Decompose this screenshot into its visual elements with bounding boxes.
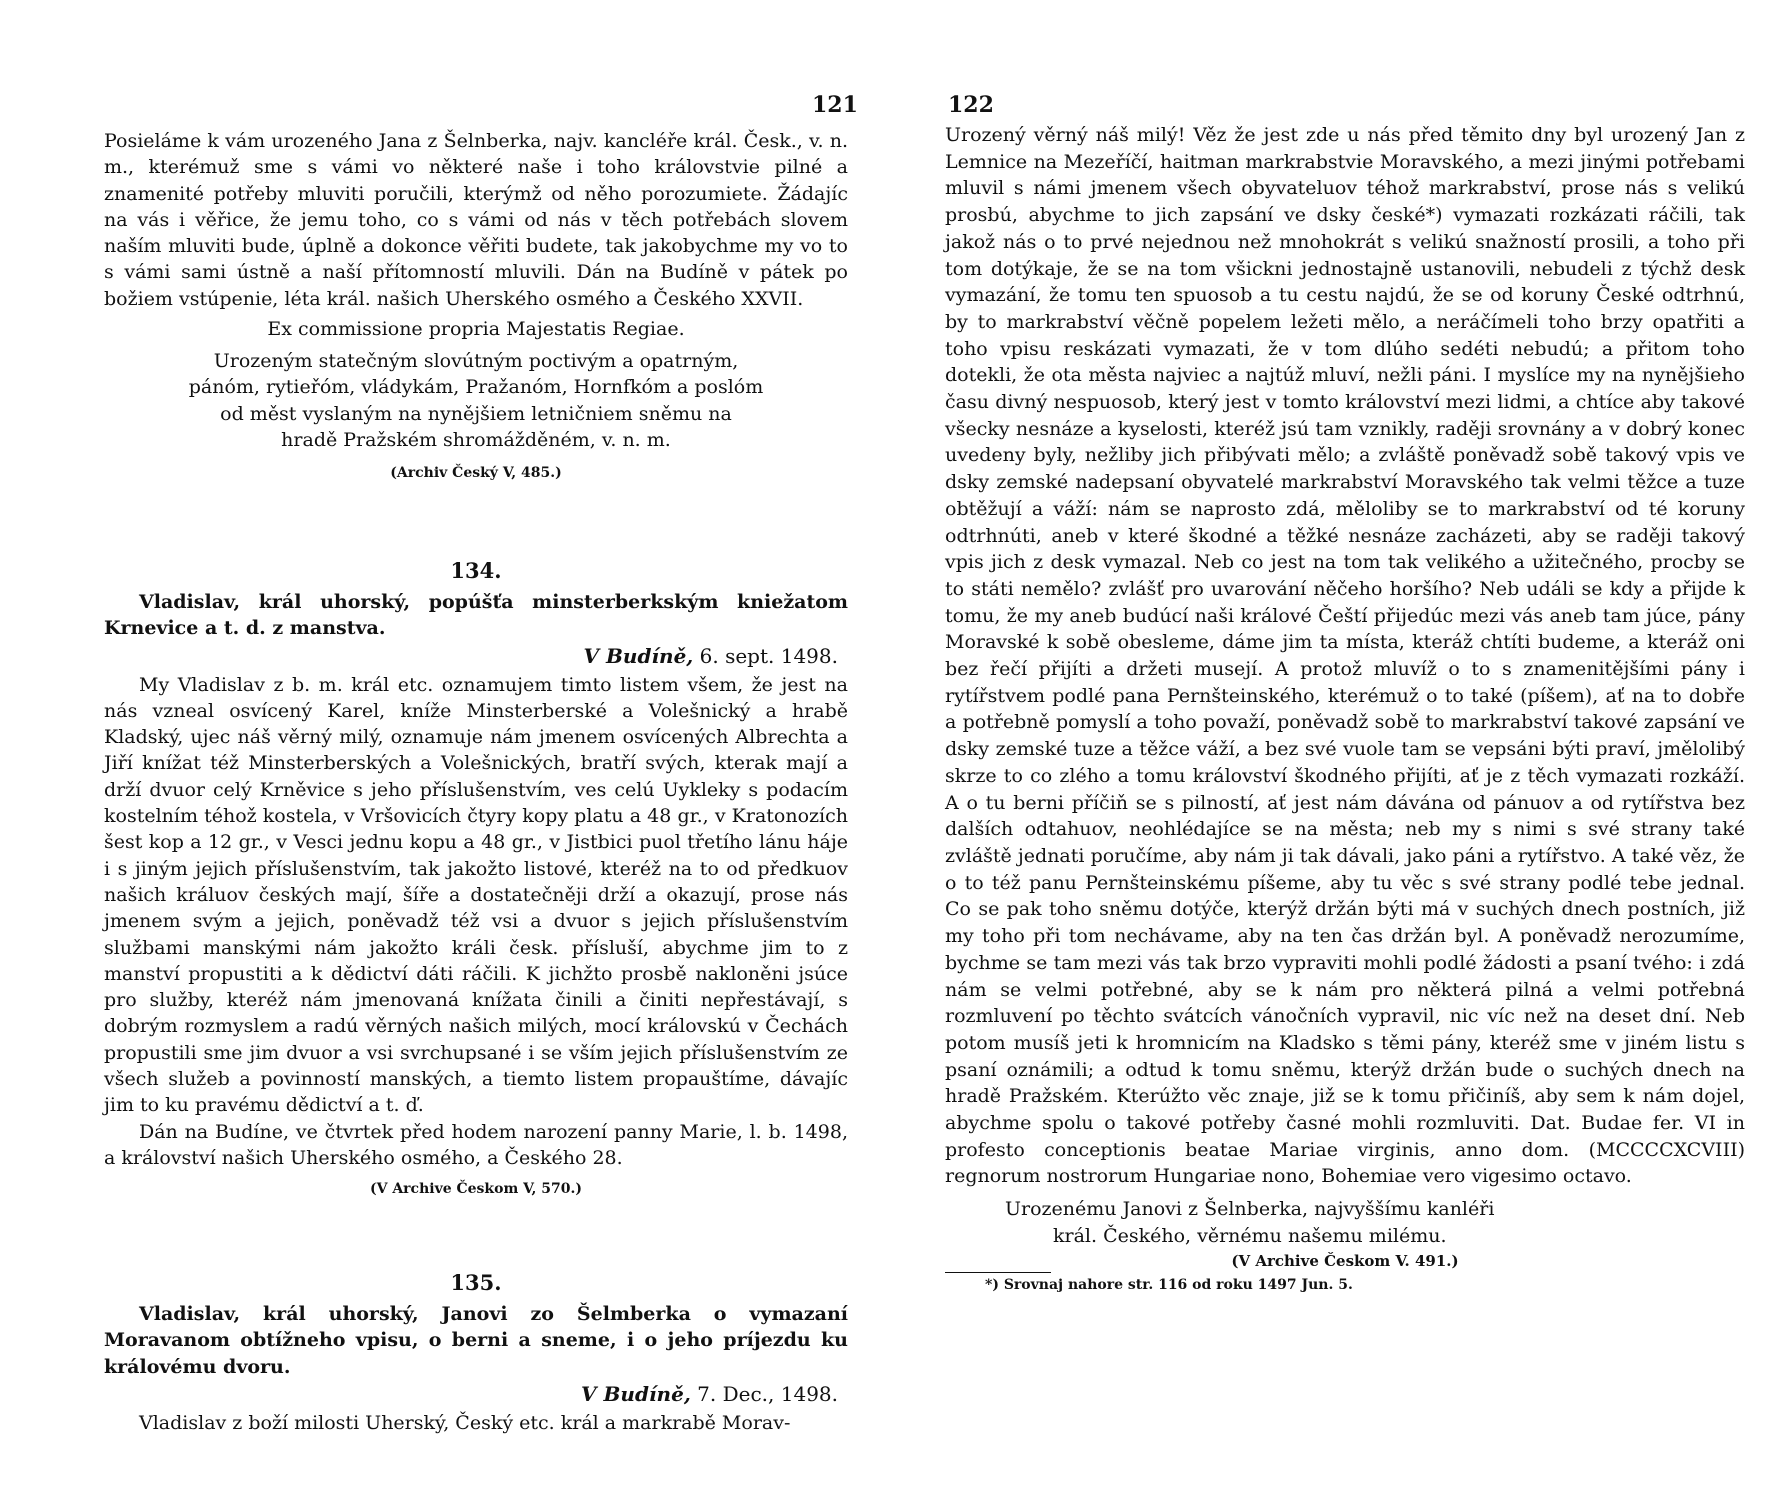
document-133-text: Posieláme k vám urozeného Jana z Šelnberka, najv. kancléře král. Česk., v. n. m., kterémuž sme s vámi vo některé naše i toho královstvie pilné a znamenité potřeby mluviti poručili, kterýmž od něho porozumiete. Žádajíc na vás i věřice, že jemu toho, co s vámi od nás v těch potřebách slovem naším mluviti bude, úplně a dokonce věřiti budete, tak jakobychme my vo to s vámi sami ústně a naší přítomností mluvili. Dán na Budíně v pátek po božiem vstúpenie, léta král. našich Uherského osmého a Českého XXVII. — [104, 130, 848, 310]
place-date-line — [104, 1382, 838, 1406]
address-line: pánóm, rytieřóm, vládykám, Pražanóm, Hornfkóm a poslóm — [188, 376, 764, 399]
right-page — [893, 0, 1786, 1500]
source-citation: (V Archive Českom V. 491.) — [1231, 1251, 1459, 1270]
document-regest: Vladislav, král uhorský, popúšťa minsterberkským kniežatom Krnevice a t. d. z manstva. — [104, 591, 848, 640]
footnote: *) Srovnaj nahore str. 116 od roku 1497 Jun. 5. — [985, 1276, 1353, 1293]
address-line: Urozenému Janovi z Šelnberka, najvyššímu kanléři — [1005, 1198, 1495, 1221]
date: 7. Dec., 1498. — [697, 1381, 838, 1406]
place: V Budíně, — [583, 643, 694, 668]
place-date-line — [104, 644, 838, 668]
address-line: od měst vyslaným na nynějšiem letničniem sněmu na — [220, 402, 732, 425]
document-134 — [104, 558, 848, 1197]
address-line: král. Českého, věrnému našemu milému. — [1053, 1224, 1447, 1247]
source-citation: (V Archive Českom V, 570.) — [369, 1181, 583, 1198]
source-citation: (Archiv Český V, 485.) — [390, 465, 562, 482]
address-line: hradě Pražském shromážděném, v. n. m. — [281, 428, 671, 451]
address-block — [104, 348, 848, 453]
document-135 — [104, 1270, 848, 1436]
ex-commissione-line: Ex commissione propria Majestatis Regiae. — [267, 318, 685, 341]
document-number: 135. — [450, 1270, 502, 1295]
page-number: 121 — [812, 92, 858, 118]
address-line: Urozeným statečným slovútným poctivým a opatrným, — [213, 350, 739, 373]
date: 6. sept. 1498. — [699, 643, 838, 668]
document-133-continuation — [104, 128, 848, 481]
place: V Budíně, — [581, 1381, 691, 1406]
document-regest: Vladislav, král uhorský, Janovi zo Šelmberka o vymazaní Moravanom obtížneho vpisu, o berni a sneme, i o jeho príjezdu ku královému dvoru. — [104, 1303, 848, 1378]
document-135-continuation — [945, 122, 1745, 1293]
document-text: Urozený věrný náš milý! Věz že jest zde u nás před těmito dny byl urozený Jan z Lemnice na Mezeříčí, haitman markrabstvie Moravského, a mezi jinými potřebami mluvil s námi jmenem všech obyvateluov téhož markrabství, prose nás s velikú prosbú, abychme to jich zapsání ve dsky české*) vymazati rozkázati ráčili, tak jakož nás o to prvé nejednou než mnohokrát s velikú snažností prosili, a toho při tom dotýkaje, že se na tom všickni jednostajně ustanovili, nebudeli z týchž desk vymazání, že tomu ten spuosob a tu cestu najdú, že se od koruny České odtrhnú, by to markrabství věčně popelem ležeti mělo, a neráčímeli toho brzy opatřiti a toho vpisu reskázati vymazati, že v tom dlúho sedéti nebudú; a přitom toho dotekli, že ota města najviec a najtúž mluví, nežli páni. I myslíce my na nynějšieho času divný nespuosob, který jest v tomto království mezi lidmi, a chtíce aby takové všecky nesnáze a kyselosti, kteréž jsú tam vznikly, raději srovnány a v dobrý konec uvedeny byly, nežliby jich přibývati mělo; a zvláště poněvadž sobě takový vpis ve dsky zemské nadepsaní obyvatelé markrabství Moravského tak velmi těžce a tuze obtěžují a váží: nám se naprosto zdá, měloliby se to markrabství od té koruny odtrhnúti, aneb v které škodné a těžké nesnáze zacházeti, aby se raději takový vpis jich z desk vymazal. Neb co jest na tom tak velikého a užitečného, procby se to státi nemělo? zvlášť pro uvarování něčeho horšího? Neb událi se kdy a přijde k tomu, že my aneb budúcí naši králové Čeští přijedúc mezi vás aneb tam júce, pány Moravské k sobě obesleme, dáme jim ta místa, kteráž chtíti budeme, a kteráž oni bez řečí přijíti a držeti musejí. A protož mluvíž o to s znamenitějšími pány i rytířstvem podlé pana Pernšteinského, kterémuž o to také (píšem), ať na to dobře a potřebně pomyslí a toho považí, poněvadž sobě to markrabství takové zapsání ve dsky zemské tuze a těžce váží, a bez své vuole tam se vepsáni býti praví, jmělolibý skrze to co zlého a tomu království škodného přijíti, ať je z těch vymazati rozkáží. A o tu berni příčiň se s pilností, ať jest nám dávána od pánuov a od rytířstva bez dalších odtahuov, neohlédajíce se na města; neb my s nimi s své strany také zvláště jednati poručíme, aby nám ji tak dávali, jako páni a rytířstvo. A také věz, že o to též panu Pernšteinskému píšeme, aby tu věc s své strany podlé tebe jednal. Co se pak toho sněmu dotýče, kterýž držán býti má v suchých dnech postních, již my toho při tom nechávame, aby na ten čas držán byl. A poněvadž nerozumíme, bychme se tam mezi vás tak brzo vypraviti mohli podlé žádosti a psaní tvého: i zdá nám se velmi potřebné, aby se k nám pro některá pilná a velmi potřebná rozmluvení po těchto svátcích vánočních vypravil, nic víc než na deset dní. Neb potom musíš jeti k hromnicím na Kladsko s těmi pány, kteréž sme v jiném listu s psaní oznámili; a odtud k tomu sněmu, kterýž držán bude o suchých dnech na hradě Pražském. Kterúžto věc znaje, již se k tomu přičiníš, aby sem k nám dojel, abychme spolu o takové potřeby časné mohli rozmluviti. Dat. Budae fer. VI in profesto conceptionis beatae Mariae virginis, anno dom. (MCCCCXCVIII) regnorum nostrorum Hungariae nono, Bohemiae vero vigesimo octavo. — [945, 124, 1745, 1188]
document-text-start: Vladislav z boží milosti Uherský, Český etc. král a markrabě Morav- — [139, 1411, 791, 1434]
document-number: 134. — [450, 558, 502, 583]
footnote-rule — [945, 1272, 1051, 1273]
dating-clause: Dán na Budíne, ve čtvrtek před hodem narození panny Marie, l. b. 1498, a království našich Uherského osmého, a Českého 28. — [104, 1120, 848, 1169]
document-text: My Vladislav z b. m. král etc. oznamujem timto listem všem, že jest na nás vzneal osvícený Karel, kníže Minsterberské a Volešnický a hrabě Kladský, ujec náš věrný milý, oznamuje nám jmenem osvícených Albrechta a Jiří knížat též Minsterberských a Volešnických, bratří svých, kterak mají a drží dvuor celý Krněvice s jeho příslušenstvím, ves celú Uykleky s podacím kostelním téhož kostela, v Vršovicích čtyry kopy platu a 48 gr., v Kratonozích šest kop a 12 gr., v Vesci jednu kopu a 48 gr., v Jistbici puol třetího lánu háje i s jiným jejich příslušenstvím, tak jakožto listové, kteréž na to od předkuov našich králuov českých mají, šíře a dostatečněji drží a okazují, prose nás jmenem svým a jejich, poněvadž též vsi a dvuor s jejich příslušenstvím službami manskými nám jakožto králi česk. přísluší, abychme jim to z manství propustiti a k dědictví dáti ráčili. K jichžto prosbě nakloněni jsúce pro služby, kteréž nám jmenovaná knížata činili a činiti nepřestávají, s dobrým rozmyslem a radú věrných našich milých, mocí královskú v Čechách propustili sme jim dvuor a vsi svrchupsané i se vším jejich příslušenstvím ze všech služeb a povinností manských, a tiemto listem propauštíme, dávajíc jim to ku pravému dědictví a t. ď. — [104, 673, 848, 1117]
page-number: 122 — [948, 92, 994, 118]
